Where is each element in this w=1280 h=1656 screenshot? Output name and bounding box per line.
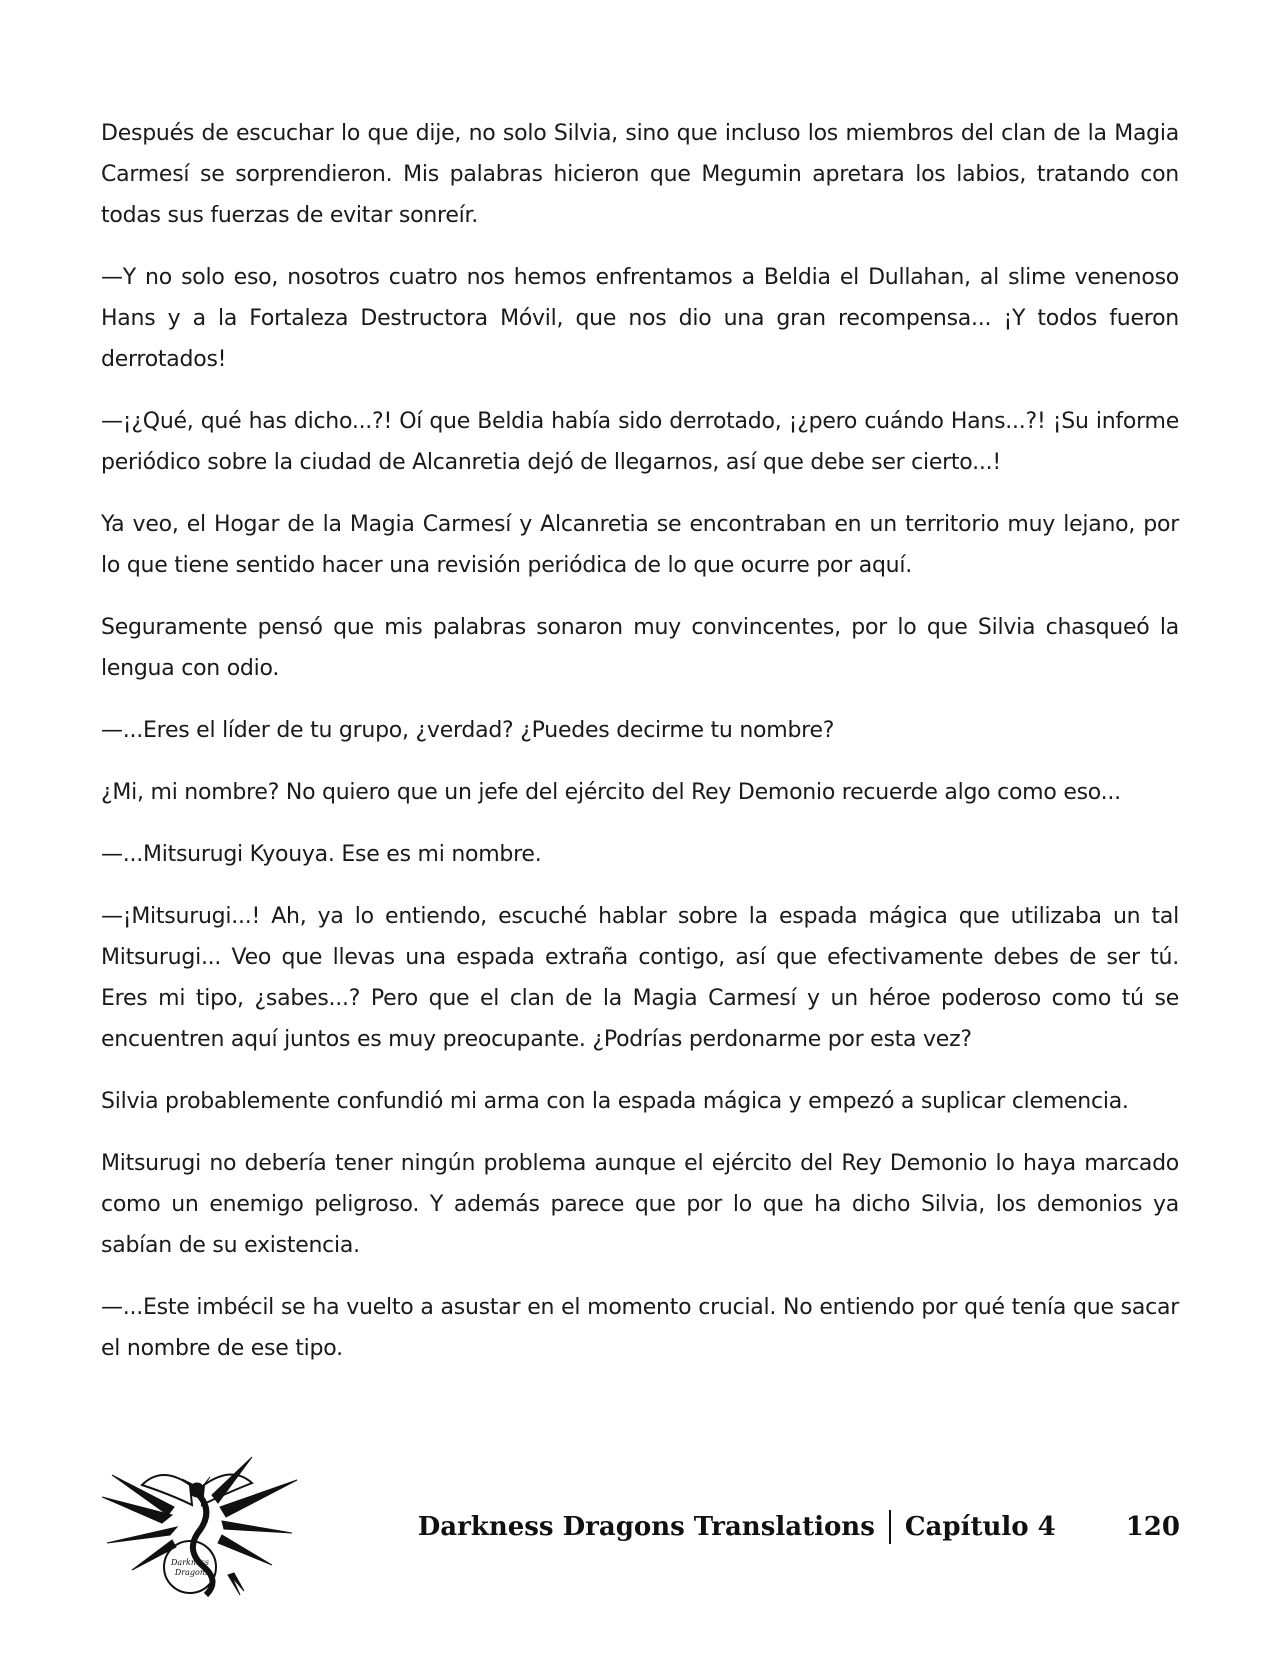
paragraph: —...Mitsurugi Kyouya. Ese es mi nombre. — [101, 842, 542, 867]
paragraph: —...Eres el líder de tu grupo, ¿verdad? ¿Puedes decirme tu nombre? — [101, 718, 835, 743]
paragraph: Seguramente pensó que mis palabras sonaron muy convincentes, por lo que Silvia chasqueó la lengua con odio. — [101, 615, 1179, 681]
footer-divider — [889, 1510, 891, 1544]
paragraph: —¡¿Qué, qué has dicho...?! Oí que Beldia había sido derrotado, ¡¿pero cuándo Hans...?! ¡Su informe periódico sobre la ciudad de Alcanretia dejó de llegarnos, así que debe ser cierto...! — [101, 409, 1179, 475]
paragraph: Después de escuchar lo que dije, no solo Silvia, sino que incluso los miembros del clan de la Magia Carmesí se sorprendieron. Mis palabras hicieron que Megumin apretara los labios, tratando con todas sus fuerzas de evitar sonreír. — [101, 121, 1179, 228]
dragon-logo-icon — [102, 1455, 302, 1605]
paragraph: —...Este imbécil se ha vuelto a asustar en el momento crucial. No entiendo por qué tenía que sacar el nombre de ese tipo. — [101, 1295, 1179, 1361]
footer-text — [418, 1510, 1180, 1544]
paragraph: Silvia probablemente confundió mi arma con la espada mágica y empezó a suplicar clemencia. — [101, 1089, 1129, 1114]
page-body — [101, 113, 1179, 1390]
paragraph: Ya veo, el Hogar de la Magia Carmesí y Alcanretia se encontraban en un territorio muy lejano, por lo que tiene sentido hacer una revisión periódica de lo que ocurre por aquí. — [101, 512, 1179, 578]
chapter-label: Capítulo 4 — [904, 1512, 1056, 1542]
svg-text:Darkness: Darkness — [171, 1558, 209, 1567]
paragraph: Mitsurugi no debería tener ningún problema aunque el ejército del Rey Demonio lo haya marcado como un enemigo peligroso. Y además parece que por lo que ha dicho Silvia, los demonios ya sabían de su existencia. — [101, 1151, 1179, 1258]
page-footer — [0, 1455, 1280, 1605]
group-name: Darkness Dragons Translations — [417, 1512, 875, 1542]
page-number: 120 — [1125, 1512, 1180, 1542]
paragraph: ¿Mi, mi nombre? No quiero que un jefe del ejército del Rey Demonio recuerde algo como eso... — [101, 780, 1121, 805]
svg-text:Dragons: Dragons — [174, 1568, 210, 1577]
paragraph: —¡Mitsurugi...! Ah, ya lo entiendo, escuché hablar sobre la espada mágica que utilizaba un tal Mitsurugi... Veo que llevas una espada extraña contigo, así que efectivamente debes de ser tú. Eres mi tipo, ¿sabes...? Pero que el clan de la Magia Carmesí y un héroe poderoso como tú se encuentren aquí juntos es muy preocupante. ¿Podrías perdonarme por esta vez? — [101, 904, 1179, 1052]
paragraph: —Y no solo eso, nosotros cuatro nos hemos enfrentamos a Beldia el Dullahan, al slime venenoso Hans y a la Fortaleza Destructora Móvil, que nos dio una gran recompensa... ¡Y todos fueron derrotados! — [101, 265, 1179, 372]
